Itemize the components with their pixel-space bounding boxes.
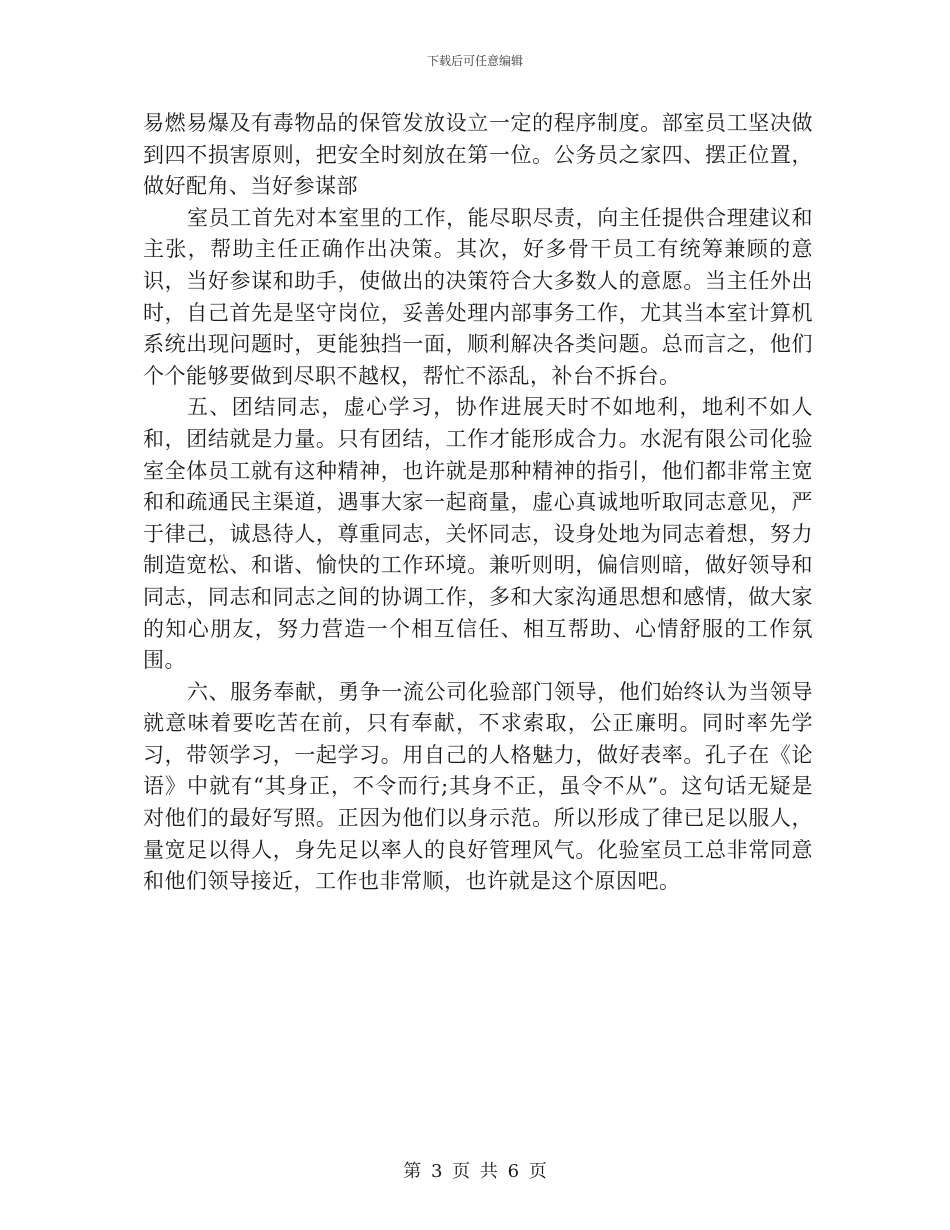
paragraph-3: 五、团结同志，虚心学习，协作进展天时不如地利，地利不如人和，团结就是力量。只有团结，工作才能形成合力。水泥有限公司化验室全体员工就有这种精神，也许就是那种精神的指引，他们都非常主宽和和疏通民主渠道，遇事大家一起商量，虚心真诚地听取同志意见，严于律己，诚恳待人，尊重同志，关怀同志，设身处地为同志着想，努力制造宽松、和谐、愉快的工作环境。兼听则明，偏信则暗，做好领导和同志，同志和同志之间的协调工作，多和大家沟通思想和感情，做大家的知心朋友，努力营造一个相互信任、相互帮助、心情舒服的工作氛围。 [143, 395, 813, 673]
page-number-footer: 第 3 页 共 6 页 [403, 1161, 547, 1182]
paragraph-2: 室员工首先对本室里的工作，能尽职尽责，向主任提供合理建议和主张，帮助主任正确作出决策。其次，好多骨干员工有统筹兼顾的意识，当好参谋和助手，使做出的决策符合大多数人的意愿。当主任外出时，自己首先是坚守岗位，妥善处理内部事务工作，尤其当本室计算机系统出现问题时，更能独挡一面，顺利解决各类问题。总而言之，他们个个能够要做到尽职不越权，帮忙不添乱，补台不拆台。 [143, 205, 813, 388]
page-header: 下载后可任意编辑 [426, 54, 523, 68]
paragraph-4: 六、服务奉献，勇争一流公司化验部门领导，他们始终认为当领导就意味着要吃苦在前，只有奉献，不求索取，公正廉明。同时率先学习，带领学习，一起学习。用自己的人格魅力，做好表率。孔子在《论语》中就有“其身正，不令而行;其身不正，虽令不从”。这句话无疑是对他们的最好写照。正因为他们以身示范。所以形成了律已足以服人，量宽足以得人，身先足以率人的良好管理风气。化验室员工总非常同意和他们领导接近，工作也非常顺，也许就是这个原因吧。 [143, 679, 813, 894]
document-body [143, 108, 813, 898]
paragraph-1: 易燃易爆及有毒物品的保管发放设立一定的程序制度。部室员工坚决做到四不损害原则，把安全时刻放在第一位。公务员之家四、摆正位置，做好配角、当好参谋部 [143, 111, 813, 199]
